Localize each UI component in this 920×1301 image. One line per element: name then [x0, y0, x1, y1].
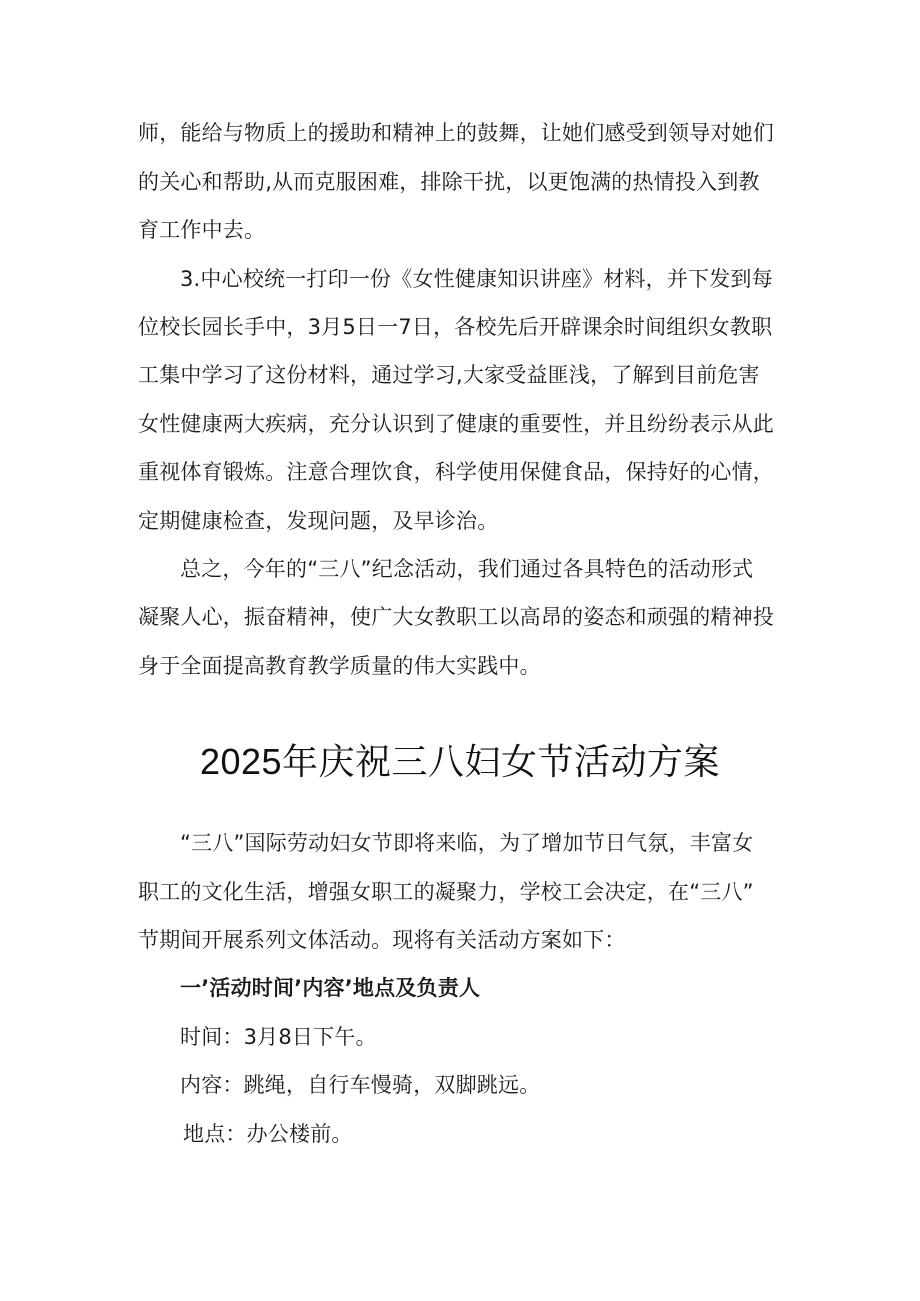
body-text-line: 位校长园长手中，3月5日一7日，各校先后开辟课余时间组织女教职 [138, 315, 773, 339]
body-text-line: 定期健康检查，发现问题，及早诊治。 [138, 509, 499, 533]
body-text-line: 女性健康两大疾病，充分认识到了健康的重要性，并且纷纷表示从此 [138, 412, 774, 436]
section-heading: 一’活动时间’内容’地点及负责人 [180, 976, 481, 1000]
location-line: 地点：办公楼前。 [183, 1122, 353, 1146]
body-text-line: 3.中心校统一打印一份《女性健康知识讲座》材料，并下发到每 [180, 267, 773, 291]
body-text-line: 身于全面提高教育教学质量的伟大实践中。 [138, 654, 541, 678]
body-text-line: 工集中学习了这份材料，通过学习,大家受益匪浅，了解到目前危害 [138, 363, 760, 387]
intro-text-line: 职工的文化生活，增强女职工的凝聚力，学校工会决定，在“三八” [138, 880, 754, 904]
time-line: 时间：3月8日下午。 [180, 1025, 377, 1049]
content-line: 内容：跳绳，自行车慢骑，双脚跳远。 [180, 1073, 541, 1097]
body-text-line: 育工作中去。 [138, 218, 266, 242]
intro-text-line: “三八”国际劳动妇女节即将来临，为了增加节日气氛，丰富女 [180, 831, 754, 855]
plan-title: 2025年庆祝三八妇女节活动方案 [199, 741, 721, 782]
body-text-line: 重视体育锻炼。注意合理饮食，科学使用保健食品，保持好的心情， [138, 460, 774, 484]
body-text-line: 的关心和帮助,从而克服困难，排除干扰，以更饱满的热情投入到教 [138, 170, 760, 194]
body-text-line: 凝聚人心，振奋精神，使广大女教职工以高昂的姿态和顽强的精神投 [138, 605, 774, 629]
body-text-line: 师，能给与物质上的援助和精神上的鼓舞，让她们感受到领导对她们 [138, 121, 774, 145]
intro-text-line: 节期间开展系列文体活动。现将有关活动方案如下： [138, 928, 626, 952]
body-text-line: 总之，今年的“三八”纪念活动，我们通过各具特色的活动形式 [180, 557, 754, 581]
